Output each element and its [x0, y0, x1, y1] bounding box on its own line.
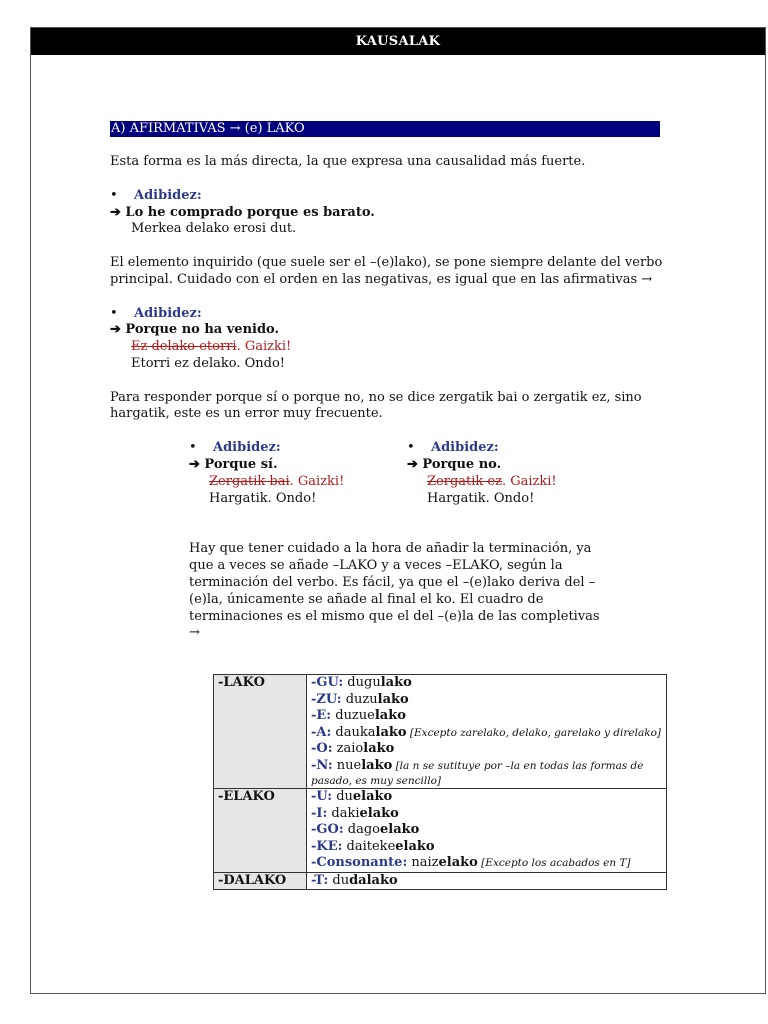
terminations-table-body	[214, 675, 667, 890]
exception-note: [la n se sutituye por –la en todas las formas de	[392, 759, 644, 772]
verb-base: daki	[327, 805, 360, 821]
termination-examples	[307, 872, 667, 890]
suffix: elako	[379, 822, 420, 837]
table-row	[214, 789, 667, 873]
exception-note: [Excepto los acabados en T]	[477, 857, 631, 869]
right-example: Hargatik. Ondo!	[427, 491, 535, 506]
paragraph-line: que a veces se añade –LAKO y a veces –ELAKO, según la	[189, 558, 563, 573]
verb-base: duzue	[331, 708, 375, 723]
verb-base: dago	[343, 822, 380, 837]
ending-key: -T:	[311, 872, 329, 888]
example-spanish: ➔ Lo he comprado porque es barato.	[110, 205, 375, 220]
termination-line	[311, 839, 662, 856]
bullet-icon: •	[110, 188, 118, 203]
verb-base: dauka	[331, 724, 376, 740]
paragraph-line: (e)la, únicamente se añade al final el ko. El cuadro de	[189, 592, 544, 607]
example-label: Adibidez:	[134, 306, 202, 321]
suffix: elako	[438, 855, 478, 870]
ending-key: -O:	[311, 741, 333, 756]
termination-line	[311, 855, 662, 872]
table-row	[214, 872, 667, 890]
ending-key: -I:	[311, 805, 328, 821]
verb-base: daiteke	[342, 838, 396, 854]
suffix: elako	[359, 805, 399, 821]
ending-key: -GU:	[311, 675, 344, 690]
wrong-example: Zergatik bai. Gaizki!	[209, 474, 345, 489]
wrong-example: Ez delako etorri. Gaizki!	[131, 339, 292, 354]
termination-examples	[307, 789, 667, 873]
ending-key: -N:	[311, 757, 333, 773]
verb-base: duzu	[341, 691, 378, 707]
termination-line	[311, 708, 662, 725]
ending-key: -Consonante:	[311, 855, 408, 870]
example-label: Adibidez:	[134, 188, 202, 203]
termination-line	[311, 822, 662, 839]
arrow-icon: ➔	[110, 205, 126, 220]
verb-base: du	[332, 789, 353, 804]
bullet-icon: •	[407, 440, 415, 455]
table-row	[214, 675, 667, 789]
termination-line	[311, 758, 662, 775]
example-spanish: ➔ Porque sí.	[189, 457, 278, 472]
example-label: Adibidez:	[213, 440, 281, 455]
verb-base: naiz	[407, 855, 439, 870]
suffix: dalako	[349, 872, 398, 888]
termination-line	[311, 741, 662, 758]
bullet-icon: •	[110, 306, 118, 321]
suffix: lako	[377, 691, 409, 707]
exception-note: pasado, es muy sencillo]	[311, 775, 442, 787]
intro-paragraph: Esta forma es la más directa, la que expresa una causalidad más fuerte.	[110, 154, 586, 169]
suffix: lako	[361, 757, 393, 773]
termination-line	[311, 675, 662, 692]
termination-examples	[307, 675, 667, 789]
example-label: Adibidez:	[431, 440, 499, 455]
paragraph-line: terminación del verbo. Es fácil, ya que el –(e)lako deriva del –	[189, 575, 596, 590]
ending-key: -E:	[311, 708, 332, 723]
verb-base: zaio	[332, 741, 364, 756]
exception-note: [Excepto zarelako, delako, garelako y direlako]	[406, 726, 662, 739]
arrow-icon: ➔	[189, 457, 205, 472]
termination-line	[311, 873, 662, 890]
suffix: lako	[363, 741, 395, 756]
suffix: lako	[380, 675, 412, 690]
paragraph-line: hargatik, este es un error muy frecuente.	[110, 406, 383, 421]
paragraph-line: El elemento inquirido (que suele ser el –(e)lako), se pone siempre delante del verbo	[110, 255, 663, 270]
wrong-example: Zergatik ez. Gaizki!	[427, 474, 557, 489]
ending-key: -U:	[311, 789, 333, 804]
ending-key: -GO:	[311, 822, 344, 837]
termination-line	[311, 692, 662, 709]
verb-base: dugu	[343, 675, 381, 690]
paragraph-line: principal. Cuidado con el orden en las negativas, es igual que en las afirmativas →	[110, 272, 653, 287]
arrow-icon: ➔	[407, 457, 423, 472]
ending-key: -A:	[311, 724, 332, 740]
ending-key: -ZU:	[311, 691, 342, 707]
termination-label: -LAKO	[214, 675, 307, 789]
suffix: elako	[395, 838, 435, 854]
example-spanish: ➔ Porque no ha venido.	[110, 322, 280, 337]
verb-base: nue	[332, 757, 362, 773]
bullet-icon: •	[189, 440, 197, 455]
termination-label: -DALAKO	[214, 872, 307, 890]
paragraph-line: terminaciones es el mismo que el del –(e)la de las completivas	[189, 609, 600, 624]
termination-line	[311, 725, 662, 742]
arrow-icon: ➔	[110, 322, 126, 337]
document-title: KAUSALAK	[31, 28, 765, 55]
termination-line	[311, 806, 662, 823]
termination-label: -ELAKO	[214, 789, 307, 873]
paragraph-line: →	[189, 625, 200, 640]
example-spanish: ➔ Porque no.	[407, 457, 502, 472]
suffix: elako	[352, 789, 393, 804]
verb-base: du	[328, 872, 350, 888]
example-basque: Merkea delako erosi dut.	[131, 221, 297, 236]
termination-line	[311, 789, 662, 806]
suffix: lako	[374, 708, 406, 723]
right-example: Hargatik. Ondo!	[209, 491, 317, 506]
section-heading: A) AFIRMATIVAS → (e) LAKO	[110, 121, 660, 137]
terminations-table	[213, 674, 667, 890]
document-page	[30, 27, 766, 994]
paragraph-line: Para responder porque sí o porque no, no se dice zergatik bai o zergatik ez, sino	[110, 390, 642, 405]
ending-key: -KE:	[311, 838, 343, 854]
right-example: Etorri ez delako. Ondo!	[131, 356, 286, 371]
paragraph-line: Hay que tener cuidado a la hora de añadir la terminación, ya	[189, 541, 592, 556]
suffix: lako	[375, 724, 407, 740]
